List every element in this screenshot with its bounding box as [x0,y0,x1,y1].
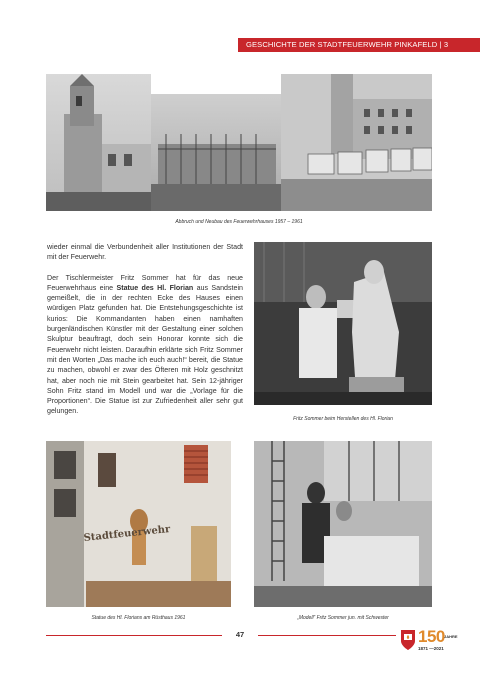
building-sign-text: Stadtfeuerwehr [83,523,171,544]
article-text [47,242,243,427]
building-image [46,441,231,607]
statue-name-bold: Statue des Hl. Florian [116,283,194,292]
anniversary-number: 150 [418,627,445,646]
chapter-title: GESCHICHTE DER STADTFEUERWEHR PINKAFELD | 3 [246,40,449,49]
caption-top: Abbruch und Neubau des Feuerwehrhauses 1957 – 1961 [175,219,303,225]
page-number: 47 [235,630,245,639]
photo-demolition-construction [46,74,432,211]
model-sister-image [254,441,432,607]
chapter-header [238,38,480,52]
anniversary-word: JAHRE [444,634,458,639]
caption-right: Fritz Sommer beim Herstellen des Hl. Florian [293,416,393,422]
paragraph-2-start: Der Tischlermeister Fritz Sommer hat für das neue Feuerwehrhaus eine [47,273,243,292]
footer-rule-right [258,635,396,636]
paragraph-2 [47,273,243,417]
photo-collage-image [46,74,432,211]
paragraph-2-rest: aus Sandstein gemeißelt, die in der rechten Ecke des Hauses einen würdigen Platz gefunden hat. Die Entstehungsgeschichte ist kurios: Die Kommandanten haben einen namhaften burgenländischen Künstler mit der Gestaltung einer solchen Skulptur beauftragt, doch sein Honorar konnte sich die Feuerwehr nicht leisten. Daraufhin erklärte sich Fritz Sommer mit den Worten „Das mache ich euch auch!“ bereit, die Statue zu machen, obwohl er zwar des Öfteren mit Holz geschnitzt hat, aber noch nie mit Stein gearbeitet hat. Sein 12-jähriger Sohn Fritz stand im Modell und war die „Vorlage für die Proportionen“. Die Statue ist zur Zufriedenheit aller sehr gut gelungen. [47,283,243,416]
anniversary-logo [400,627,460,655]
caption-bottom-right: „Modell“ Fritz Sommer jun. mit Schwester [297,615,389,621]
photo-model-sister [254,441,432,607]
fire-department-shield-icon [400,629,416,651]
photo-building-statue [46,441,231,607]
footer-rule-left [46,635,222,636]
sculptor-image [254,242,432,405]
anniversary-years: 1871 —2021 [418,646,444,651]
caption-bottom-left: Statue des Hl. Florians am Rüsthaus 1961 [91,615,186,621]
paragraph-1: wieder einmal die Verbundenheit aller Institutionen der Stadt mit der Feuerwehr. [47,243,243,262]
photo-sculptor [254,242,432,405]
